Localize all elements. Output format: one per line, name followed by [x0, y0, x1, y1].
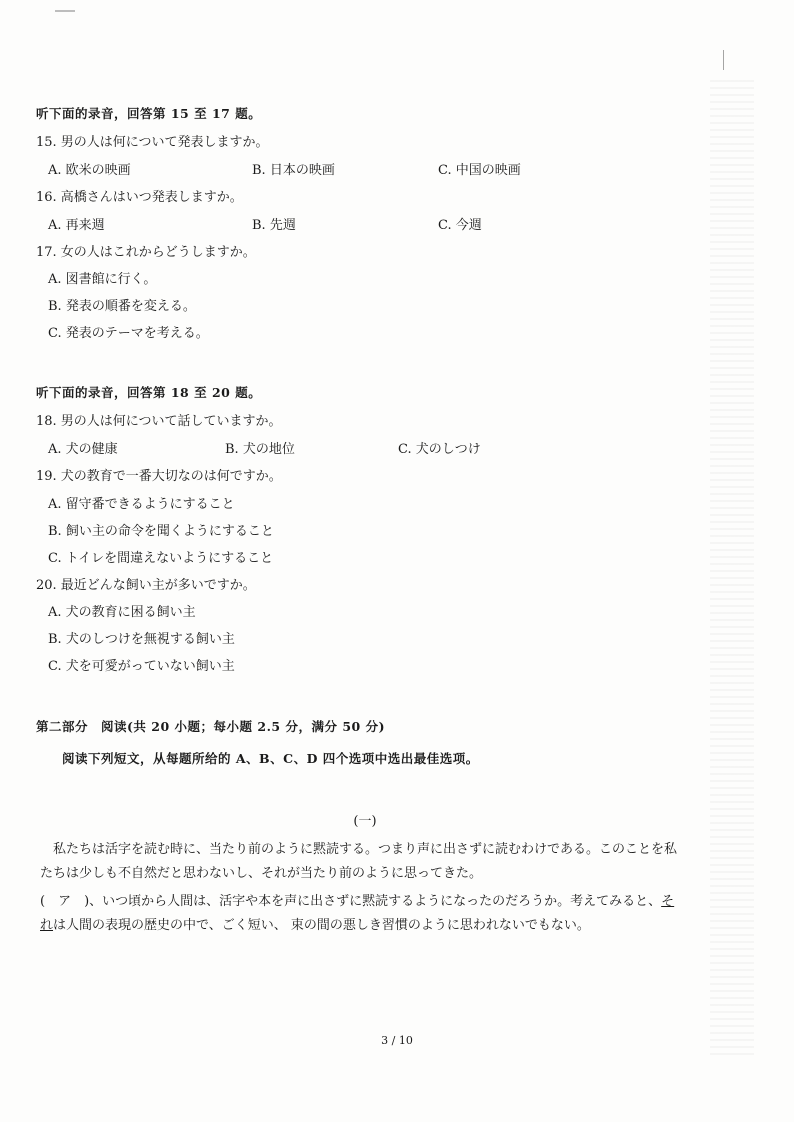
passage-paragraph-2 [40, 890, 680, 938]
section2-instruction: 听下面的录音，回答第 18 至 20 题。 [36, 385, 262, 400]
q19-option-c: C. トイレを間違えないようにすること [48, 551, 274, 566]
q19-option-b: B. 飼い主の命令を聞くようにすること [48, 524, 274, 539]
paragraph-2-start: ( ア )、いつ頃から人間は、活字や本を声に出さずに黙読するようになったのだろうか。考えてみると、 [40, 894, 662, 909]
scan-mark-edge [723, 50, 724, 70]
passage-paragraph-1: 私たちは活字を読む時に、当たり前のように黙読する。つまり声に出さずに読むわけである。このことを私たちは少しも不自然だと思わないし、それが当たり前のように思ってきた。 [40, 842, 678, 881]
question-16: 16. 高橋さんはいつ発表しますか。 [36, 190, 243, 205]
question-20: 20. 最近どんな飼い主が多いですか。 [36, 578, 256, 593]
q20-option-c: C. 犬を可愛がっていない飼い主 [48, 659, 235, 674]
page-number: 3 / 10 [381, 1034, 413, 1047]
part2-instruction: 阅读下列短文，从每题所给的 A、B、C、D 四个选项中选出最佳选项。 [62, 751, 479, 766]
q15-option-c: C. 中国の映画 [438, 163, 521, 178]
q16-option-a: A. 再来週 [48, 218, 105, 233]
q18-option-a: A. 犬の健康 [48, 442, 118, 457]
q17-option-a: A. 図書館に行く。 [48, 272, 157, 287]
scan-mark-top [55, 10, 75, 12]
underlined-word: それ [40, 894, 675, 933]
scan-bleed-right [710, 80, 754, 1060]
question-19: 19. 犬の教育で一番大切なのは何ですか。 [36, 469, 282, 484]
q17-option-c: C. 発表のテーマを考える。 [48, 326, 209, 341]
passage-label: (一) [353, 814, 377, 829]
q19-option-a: A. 留守番できるようにすること [48, 497, 235, 512]
q15-option-a: A. 欧米の映画 [48, 163, 131, 178]
q20-option-a: A. 犬の教育に困る飼い主 [48, 605, 196, 620]
q15-option-b: B. 日本の映画 [252, 163, 335, 178]
q18-option-b: B. 犬の地位 [225, 442, 295, 457]
question-15: 15. 男の人は何について発表しますか。 [36, 135, 269, 150]
paragraph-2-end: は人間の表現の歴史の中で、ごく短い、 束の間の悪しき習慣のように思われないでもない。 [53, 918, 590, 933]
q18-option-c: C. 犬のしつけ [398, 442, 481, 457]
part2-title: 第二部分 阅读(共 20 小题；每小题 2.5 分，满分 50 分) [36, 719, 385, 734]
question-17: 17. 女の人はこれからどうしますか。 [36, 245, 256, 260]
q16-option-c: C. 今週 [438, 218, 482, 233]
q16-option-b: B. 先週 [252, 218, 296, 233]
section1-instruction: 听下面的录音，回答第 15 至 17 题。 [36, 106, 262, 121]
q17-option-b: B. 発表の順番を変える。 [48, 299, 196, 314]
question-18: 18. 男の人は何について話していますか。 [36, 414, 282, 429]
q20-option-b: B. 犬のしつけを無視する飼い主 [48, 632, 235, 647]
